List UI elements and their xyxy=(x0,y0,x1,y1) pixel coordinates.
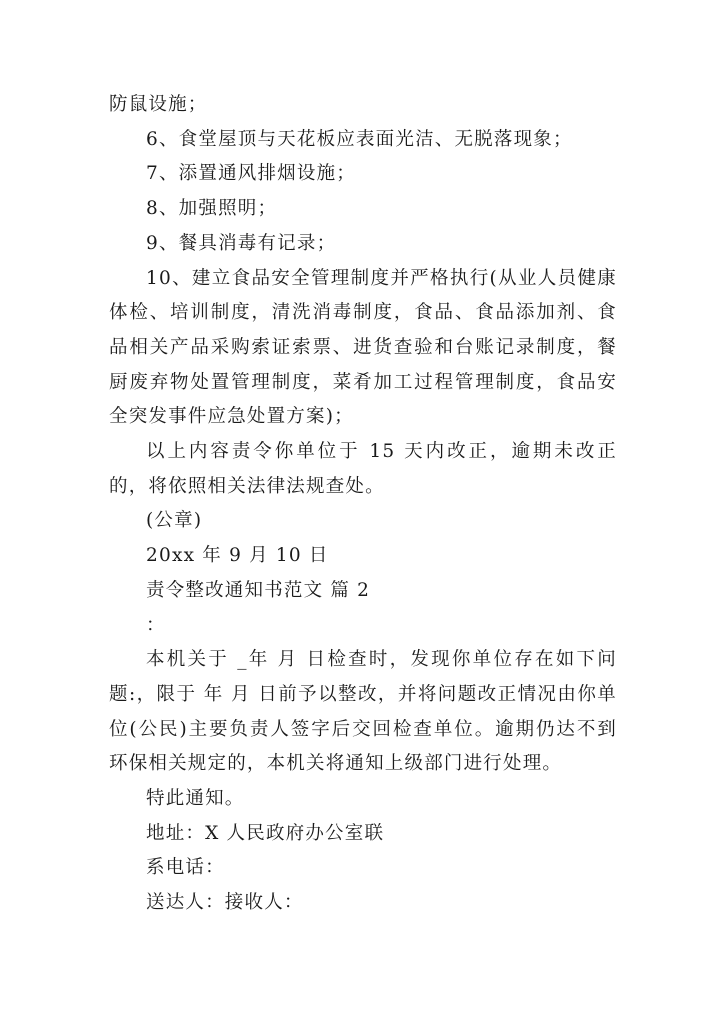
section-heading: 责令整改通知书范文 篇 2 xyxy=(146,579,371,601)
official-seal-text: (公章) xyxy=(146,510,203,532)
paragraph-hereby-notice: 特此通知。 xyxy=(146,788,245,810)
paragraph-rodent-facilities: 防鼠设施； xyxy=(109,94,208,115)
paragraph-deadline-notice: 以上内容责令你单位于 15 天内改正，逾期未改正的，将依照相关法律法规查处。 xyxy=(109,441,617,497)
paragraph-item-10: 10、建立食品安全管理制度并严格执行(从业人员健康体检、培训制度，清洗消毒制度，食品、食品添加剂、食品相关产品采购索证索票、进货查验和台账记录制度，餐厨废弃物处置管理制度，菜肴加工过程管理制度，食品安全突发事件应急处置方案)； xyxy=(109,267,617,428)
document-body xyxy=(109,88,617,921)
paragraph-item-7: 7、添置通风排烟设施； xyxy=(146,163,356,185)
paragraph-item-6: 6、食堂屋顶与天花板应表面光洁、无脱落现象； xyxy=(146,128,573,150)
recipient-line: ： xyxy=(146,614,166,636)
paragraph-item-9: 9、餐具消毒有记录； xyxy=(146,232,337,254)
paragraph-inspection-notice: 本机关于 _年 月 日检查时，发现你单位存在如下问题:，限于 年 月 日前予以整改，并将问题改正情况由你单位(公民)主要负责人签字后交回检查单位。逾期仍达不到环保相关规定的，本机关将通知上级部门进行处理。 xyxy=(109,649,617,775)
address-line: 地址：X 人民政府办公室联 xyxy=(146,822,385,844)
paragraph-item-8: 8、加强照明； xyxy=(146,198,278,220)
delivery-line: 送达人：接收人： xyxy=(146,892,304,914)
document-date: 20xx 年 9 月 10 日 xyxy=(146,545,329,567)
phone-line: 系电话： xyxy=(146,857,225,879)
